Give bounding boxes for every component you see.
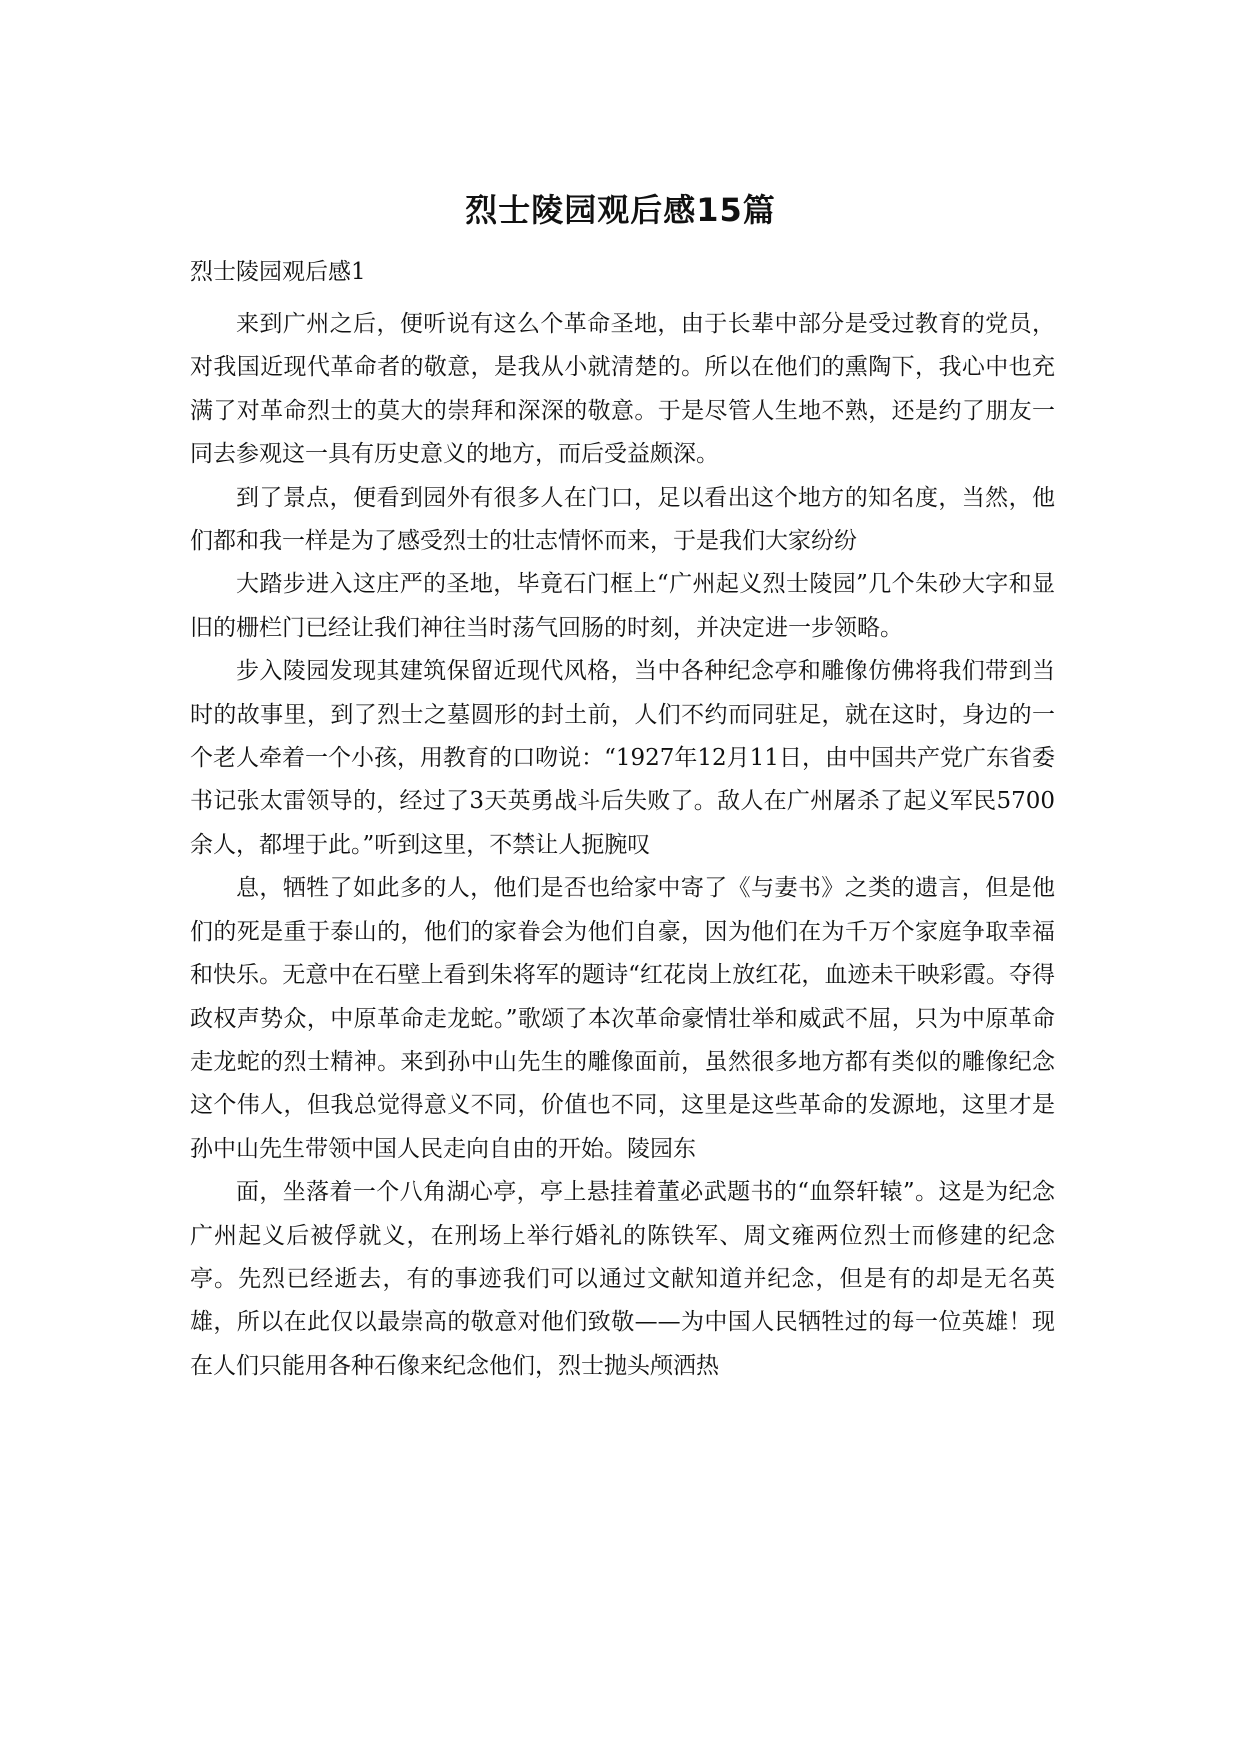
paragraph: 来到广州之后，便听说有这么个革命圣地，由于长辈中部分是受过教育的党员，对我国近现代革命者的敬意，是我从小就清楚的。所以在他们的熏陶下，我心中也充满了对革命烈士的莫大的崇拜和深深的敬意。于是尽管人生地不熟，还是约了朋友一同去参观这一具有历史意义的地方，而后受益颇深。 bbox=[190, 311, 1055, 468]
paragraph: 大踏步进入这庄严的圣地，毕竟石门框上“广州起义烈士陵园”几个朱砂大字和显旧的栅栏门已经让我们神往当时荡气回肠的时刻，并决定进一步领略。 bbox=[190, 571, 1055, 641]
section-heading: 烈士陵园观后感1 bbox=[190, 259, 366, 285]
paragraph: 面，坐落着一个八角湖心亭，亭上悬挂着董必武题书的“血祭轩辕”。这是为纪念广州起义后被俘就义，在刑场上举行婚礼的陈铁军、周文雍两位烈士而修建的纪念亭。先烈已经逝去，有的事迹我们可以通过文献知道并纪念，但是有的却是无名英雄，所以在此仅以最崇高的敬意对他们致敬——为中国人民牺牲过的每一位英雄！现在人们只能用各种石像来纪念他们，烈士抛头颅洒热 bbox=[190, 1179, 1055, 1379]
paragraph: 息，牺牲了如此多的人，他们是否也给家中寄了《与妻书》之类的遗言，但是他们的死是重于泰山的，他们的家眷会为他们自豪，因为他们在为千万个家庭争取幸福和快乐。无意中在石壁上看到朱将军的题诗“红花岗上放红花，血迹未干映彩霞。夺得政权声势众，中原革命走龙蛇。”歌颂了本次革命豪情壮举和威武不屈，只为中原革命走龙蛇的烈士精神。来到孙中山先生的雕像面前，虽然很多地方都有类似的雕像纪念这个伟人，但我总觉得意义不同，价值也不同，这里是这些革命的发源地，这里才是孙中山先生带领中国人民走向自由的开始。陵园东 bbox=[190, 875, 1055, 1162]
document-title: 烈士陵园观后感15篇 bbox=[465, 191, 776, 229]
paragraph: 步入陵园发现其建筑保留近现代风格，当中各种纪念亭和雕像仿佛将我们带到当时的故事里，到了烈士之墓圆形的封土前，人们不约而同驻足，就在这时，身边的一个老人牵着一个小孩，用教育的口吻说：“1927年12月11日，由中国共产党广东省委书记张太雷领导的，经过了3天英勇战斗后失败了。敌人在广州屠杀了起义军民5700余人，都埋于此。”听到这里，不禁让人扼腕叹 bbox=[190, 658, 1055, 858]
paragraph: 到了景点，便看到园外有很多人在门口，足以看出这个地方的知名度，当然，他们都和我一样是为了感受烈士的壮志情怀而来，于是我们大家纷纷 bbox=[190, 484, 1055, 555]
document-body bbox=[190, 303, 1055, 1388]
